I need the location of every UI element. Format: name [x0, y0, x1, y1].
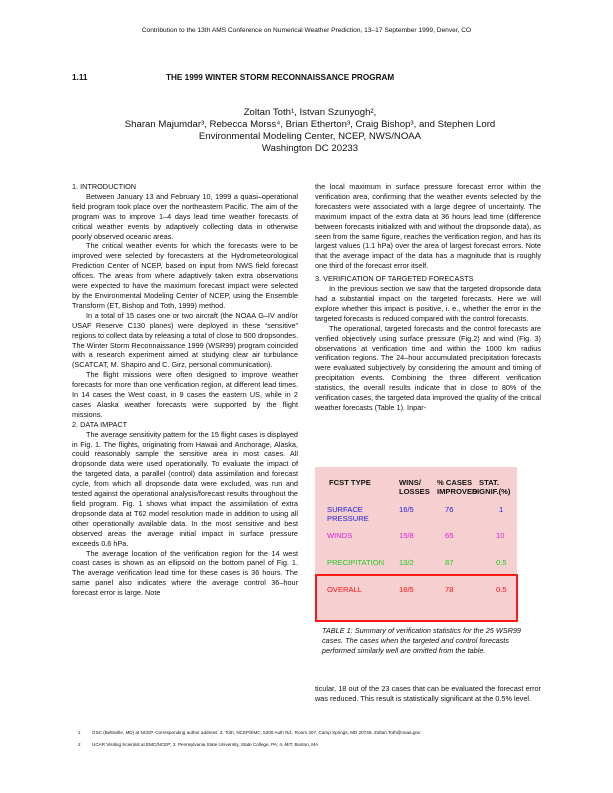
cell-pct-improved: 87: [445, 558, 454, 567]
row-type-winds: WINDS: [327, 531, 353, 540]
footnote-marker-1: 1: [78, 730, 81, 735]
affiliation-line-2: Washington DC 20233: [261, 143, 359, 154]
cell-wins-losses: 13/2: [399, 558, 414, 567]
table-header-fcst-type: FCST TYPE: [329, 478, 371, 487]
paragraph: The average sensitivity pattern for the 15 flight cases is displayed in Fig. 1. The flights, originating from Hawaii and Anchorage, Alaska, could reasonably sample the sensitive area in most cases. All dropsonde data were used operationally. To evaluate the impact of the targeted data, a parallel (control) data assimilation and forecast cycle, from which all dropsonde data were excluded, was run and tested against the operational analysis/forecast results throughout the field program. Fig. 1 shows what impact the assimilation of extra dropsonde data at T62 model resolution made in addition to using all other operationally available data. In the most sensitive and best observed areas the average initial impact in surface pressure exceeds 0.6 hPa.: [72, 429, 298, 548]
affiliation-line-1: Environmental Modeling Center, NCEP, NWS/NOAA: [198, 131, 422, 142]
section-number: 1.11: [72, 73, 88, 82]
authors-line-1: Zoltan Toth¹, Istvan Szunyogh²,: [243, 107, 377, 118]
paragraph: In the previous section we saw that the targeted dropsonde data had a substantial impact on the targeted forecasts. Here we will explore whether this impact is positive, i. e., whether the error in the targeted forecasts is reduced compared with the control forecasts.: [315, 284, 541, 323]
table-header-pct-cases: % CASES: [437, 478, 473, 487]
cell-signif: 0.5: [496, 585, 507, 594]
row-type-precipitation: PRECIPITATION: [327, 558, 385, 567]
table-header-improved: IMPROVED: [437, 487, 478, 496]
page-header: Contribution to the 13th AMS Conference on Numerical Weather Prediction, 13–17 September 1999, Denver, CO: [141, 27, 472, 34]
paragraph: The average location of the verification region for the 14 west coast cases is shown as an ellipsoid on the bottom panel of Fig. 1. The average verification lead time for these cases is 36 hours. The same panel also indicates where the average control 36–hour forecast error is large. Note: [72, 548, 298, 598]
footnote-marker-2: 2: [78, 742, 81, 747]
table-header-signif: SIGNIF.(%): [472, 487, 511, 496]
paragraph: The operational, targeted forecasts and the control forecasts are verified objectively using surface pressure (Fig.2) and wind (Fig. 3) observations at verification time and within the 1000 km radius verification regions. The 24–hour accumulated precipitation forecasts were evaluated subjectively by considering the amount and timing of precipitation events. Combining the three different verification statistics, the overall results indicate that in close to 80% of the verification cases, the targeted data improved the quality of the critical weather forecasts (Table 1). Inpar-: [315, 323, 541, 412]
cell-signif: 1: [499, 505, 504, 514]
cell-pct-improved: 65: [445, 531, 454, 540]
paragraph: The critical weather events for which the forecasts were to be improved were selected by forecasters at the Hydrometeorological Prediction Center of NCEP, based on input from NWS field forecast offices. The areas from where adaptively taken extra observations were expected to have the maximum forecast impact were selected by the Environmental Modeling Center of NCEP, using the Ensemble Transform (ET, Bishop and Toth, 1999) method.: [72, 241, 298, 310]
row-type-pressure: PRESSURE: [327, 514, 369, 523]
cell-pct-improved: 76: [445, 505, 454, 514]
verification-table: [315, 467, 517, 622]
row-type-overall: OVERALL: [327, 585, 363, 594]
table-caption: TABLE 1: Summary of verification statistics for the 25 WSR99 cases. The cases when the targeted and control forecasts performed similarly well are omitted from the table.: [322, 626, 521, 655]
table-header-stat: STAT.: [479, 478, 499, 487]
cell-signif: 0.5: [496, 558, 507, 567]
column-left: [72, 182, 298, 598]
column-right-continued: [315, 684, 541, 704]
paragraph: In a total of 15 cases one or two aircraft (the NOAA G–IV and/or USAF Reserve C130 planes) were deployed in these “sensitive” regions to collect data by releasing a total of close to 500 dropsondes. The Winter Storm Reconnaissance 1999 (WSR99) program coincided with a research experiment aimed at studying clear air turbulance (SCATCAT, M. Shapiro and C. Girz, personal communication).: [72, 310, 298, 370]
authors-line-2: Sharan Majumdar³, Rebecca Morss⁴, Brian Etherton³, Craig Bishop³, and Stephen Lord: [124, 119, 496, 130]
footnote-2: UCAR Visiting Scientist at EMC/NCEP; 3. Pennsylvania State University, State College, PA; 4. MIT, Boston, MA: [92, 742, 319, 747]
cell-wins-losses: 16/5: [399, 505, 414, 514]
section-heading-data-impact: 2. DATA IMPACT: [72, 419, 128, 429]
table-header-losses: LOSSES: [399, 487, 430, 496]
paragraph: Between January 13 and February 10, 1999 a quasi–operational field program took place over the northeastern Pacific. The aim of the program was to improve 1–4 days lead time weather forecasts of critical weather events by adaptively collecting data in otherwise poorly observed oceanic areas.: [72, 191, 298, 241]
section-heading-verification: 3. VERIFICATION OF TARGETED FORECASTS: [315, 274, 474, 284]
cell-pct-improved: 78: [445, 585, 454, 594]
overall-highlight-box: [315, 574, 518, 622]
paragraph: The flight missions were often designed to improve weather forecasts for more than one verification region, at different lead times. In 14 cases the West coast, in 9 cases the eastern US, while in 2 cases Alaska weather forecasts were supported by the flight missions.: [72, 370, 298, 419]
author-block: [60, 107, 560, 155]
cell-wins-losses: 15/8: [399, 531, 414, 540]
paragraph: ticular, 18 out of the 23 cases that can be evaluated the forecast error was reduced. This result is statistically significant at the 0.5% level.: [315, 684, 541, 703]
column-right: [315, 182, 541, 413]
table-header-wins: WINS/: [399, 478, 421, 487]
section-heading-introduction: 1. INTRODUCTION: [72, 182, 137, 191]
footnote-1: GSC (Beltsville, MD) at NCEP. Corresponding author address: Z. Toth, NCEP/EMC, 5200 Auth Rd., Room 207, Camp Springs, MD 20746. Zoltan.Toth@noaa.gov: [92, 730, 421, 735]
row-type-surface: SURFACE: [327, 505, 363, 514]
paper-title: THE 1999 WINTER STORM RECONNAISSANCE PROGRAM: [166, 73, 395, 82]
paragraph: the local maximum in surface pressure forecast error within the verification area, confirming that the weather events selected by the forecasters were associated with a large degree of uncertainty. The maximum impact of the extra data at 36 hours lead time (difference between forecasts initialized with and without the dropsonde data), as seen from the same figure, reaches the verification region, and has its largest values (1.1 hPa) over the area of largest forecast errors. Note that the average impact of the data has a magnitude that is roughly one third of the forecast error itself.: [315, 182, 541, 271]
cell-wins-losses: 18/5: [399, 585, 414, 594]
cell-signif: 10: [496, 531, 505, 540]
